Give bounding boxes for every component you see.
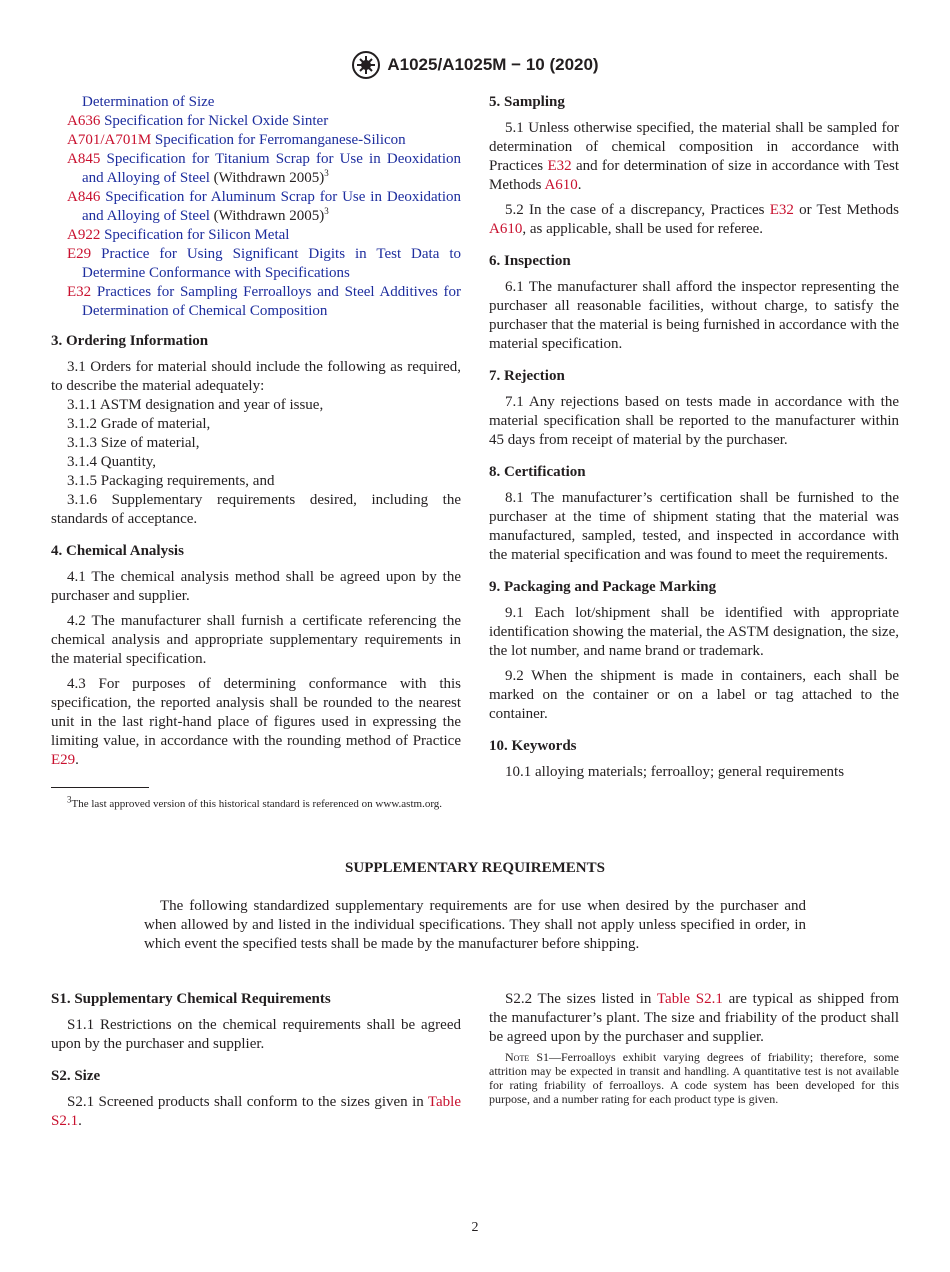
reference-item — [51, 112, 461, 131]
e32-link[interactable]: E32 — [547, 158, 572, 174]
s21-a: S2.1 Screened products shall conform to the sizes given in — [67, 1094, 424, 1110]
reference-withdrawn-note: (Withdrawn 2005) — [213, 170, 325, 186]
reference-withdrawn-note: (Withdrawn 2005) — [213, 208, 325, 224]
footnote-text: The last approved version of this historical standard is referenced on www.astm.org. — [71, 798, 443, 810]
s2-title: S2. Size — [51, 1068, 101, 1084]
section-5-1 — [489, 119, 899, 195]
s1-1: S1.1 Restrictions on the chemical requirements shall be agreed upon by the purchaser and supplier. — [51, 1017, 461, 1052]
page-number: 2 — [471, 1220, 479, 1235]
section-9-1: 9.1 Each lot/shipment shall be identified with appropriate identification showing the material, the ASTM designation, the size, the lot number, and name brand or trademark. — [489, 605, 899, 659]
reference-item — [51, 245, 461, 283]
supplementary-title: SUPPLEMENTARY REQUIREMENTS — [345, 860, 605, 876]
reference-title[interactable]: Specification for Nickel Oxide Sinter — [104, 113, 329, 129]
reference-title[interactable]: Specification for Ferromanganese-Silicon — [154, 132, 406, 148]
section-6-title: 6. Inspection — [489, 253, 571, 269]
reference-code-link[interactable]: A845 — [67, 151, 101, 167]
reference-item — [51, 226, 461, 245]
reference-title[interactable]: Practices for Sampling Ferroalloys and Steel Additives for Determination of Chemical Composition — [82, 284, 461, 319]
reference-item — [51, 131, 461, 150]
section-4-3-end: . — [75, 752, 79, 768]
reference-title[interactable]: Specification for Titanium Scrap for Use in Deoxidation and Alloying of Steel — [82, 151, 462, 186]
section-6-1: 6.1 The manufacturer shall afford the inspector representing the purchaser all reasonable facilities, without charge, to satisfy the purchaser that the material is being furnished in accordance with the material specification. — [489, 279, 899, 352]
footnote-ref-marker: 3 — [324, 168, 329, 178]
left-column — [51, 93, 461, 811]
reference-code-link[interactable]: E32 — [67, 284, 92, 300]
section-7-1: 7.1 Any rejections based on tests made in accordance with the material specification shall be reported to the manufacturer within 45 days from receipt of material by the purchaser. — [489, 394, 899, 448]
section-9-2: 9.2 When the shipment is made in containers, each shall be marked on the container or on a label or tag attached to the container. — [489, 668, 899, 722]
page-header — [0, 50, 950, 80]
supplementary-intro: The following standardized supplementary requirements are for use when desired by the purchaser and when allowed by and listed in the individual specifications. They shall not apply unless specified in order, in which event the specified tests shall be made by the manufacturer before shipping. — [144, 898, 806, 952]
reference-code-link[interactable]: E29 — [67, 246, 92, 262]
section-10-title: 10. Keywords — [489, 738, 577, 754]
s21-b: . — [78, 1113, 82, 1129]
reference-item — [51, 188, 461, 226]
reference-title[interactable]: Practice for Using Significant Digits in Test Data to Determine Conformance with Specifications — [82, 246, 461, 281]
ordering-list-item: 3.1.3 Size of material, — [67, 435, 200, 451]
section-4-2: 4.2 The manufacturer shall furnish a certificate referencing the chemical analysis and appropriate supplementary requirements in the material specification. — [51, 613, 461, 667]
table-s2-1-link[interactable]: Table S2.1 — [51, 1094, 461, 1129]
section-4-3-text: 4.3 For purposes of determining conformance with this specification, the reported analysis shall be rounded to the nearest unit in the last right-hand place of figures used in expressing the limiting value, in accordance with the rounding method of Practice — [51, 676, 461, 749]
ordering-list-item: 3.1.4 Quantity, — [67, 454, 157, 470]
s52-b: or Test Methods — [799, 202, 899, 218]
reference-item — [51, 150, 461, 188]
section-3-title: 3. Ordering Information — [51, 333, 209, 349]
referenced-documents — [51, 93, 461, 321]
s51-b: and for determination of size in accordance with Test Methods — [489, 158, 899, 193]
note-label: Note S1 — [505, 1050, 549, 1064]
section-4-title: 4. Chemical Analysis — [51, 543, 184, 559]
s2-2 — [489, 990, 899, 1047]
a610-link-2[interactable]: A610 — [489, 221, 523, 237]
supp-right-column — [489, 990, 899, 1106]
section-5-title: 5. Sampling — [489, 94, 565, 110]
reference-code-link[interactable]: A636 — [67, 113, 101, 129]
footnote-ref-marker: 3 — [324, 206, 329, 216]
supp-left-column — [51, 990, 461, 1131]
e29-link[interactable]: E29 — [51, 752, 76, 768]
section-5-2 — [489, 201, 899, 239]
ordering-list-item: 3.1.2 Grade of material, — [67, 416, 211, 432]
footnote — [51, 794, 461, 811]
astm-logo-icon — [351, 50, 381, 80]
reference-item — [51, 283, 461, 321]
section-7-title: 7. Rejection — [489, 368, 565, 384]
section-8-1: 8.1 The manufacturer’s certification shall be furnished to the purchaser at the time of shipment stating that the material was manufactured, sampled, tested, and inspected in accordance with the material specification and was found to meet the requirements. — [489, 490, 899, 563]
s52-c: , as applicable, shall be used for referee. — [522, 221, 764, 237]
s22-b: are typical as shipped from the manufacturer’s plant. The size and friability of the product shall be agreed upon by the purchaser and supplier. — [489, 991, 900, 1045]
section-4-1: 4.1 The chemical analysis method shall be agreed upon by the purchaser and supplier. — [51, 569, 461, 604]
standard-designation: A1025/A1025M − 10 (2020) — [387, 55, 599, 74]
reference-title[interactable]: Specification for Silicon Metal — [104, 227, 290, 243]
right-column — [489, 93, 899, 782]
s2-1 — [51, 1093, 461, 1131]
section-8-title: 8. Certification — [489, 464, 586, 480]
section-9-title: 9. Packaging and Package Marking — [489, 579, 717, 595]
reference-title[interactable]: Determination of Size — [82, 94, 215, 110]
reference-code-link[interactable]: A846 — [67, 189, 101, 205]
s1-title: S1. Supplementary Chemical Requirements — [51, 991, 331, 1007]
note-s1 — [489, 1050, 899, 1106]
reference-code-link[interactable]: A922 — [67, 227, 101, 243]
section-3-1: 3.1 Orders for material should include the following as required, to describe the material adequately: — [51, 359, 461, 394]
s51-c: . — [577, 177, 582, 193]
reference-item — [51, 93, 461, 112]
s51-a: 5.1 Unless otherwise specified, the material shall be sampled for determination of chemical composition in accordance with Practices — [489, 120, 899, 174]
reference-code-link[interactable]: A701/A701M — [67, 132, 152, 148]
note-text: —Ferroalloys exhibit varying degrees of friability; therefore, some attrition may be expected in transit and handling. A quantitative test is not available for rating friability of ferroalloys. A code system has been developed for this purpose, and a number rating for each product type is given. — [489, 1050, 899, 1106]
ordering-list-item: 3.1.6 Supplementary requirements desired, including the standards of acceptance. — [51, 492, 461, 527]
s52-a: 5.2 In the case of a discrepancy, Practices — [505, 202, 765, 218]
s22-a: S2.2 The sizes listed in — [505, 991, 652, 1007]
footnote-marker: 3 — [67, 794, 72, 805]
ordering-list — [51, 396, 461, 529]
section-10-1: 10.1 alloying materials; ferroalloy; general requirements — [505, 764, 845, 780]
e32-link-2[interactable]: E32 — [769, 202, 794, 218]
section-4-3 — [51, 675, 461, 770]
ordering-list-item: 3.1.1 ASTM designation and year of issue, — [67, 397, 324, 413]
table-s2-1-link-2[interactable]: Table S2.1 — [656, 991, 723, 1007]
ordering-list-item: 3.1.5 Packaging requirements, and — [67, 473, 275, 489]
reference-title[interactable]: Specification for Aluminum Scrap for Use in Deoxidation and Alloying of Steel — [82, 189, 462, 224]
a610-link[interactable]: A610 — [544, 177, 578, 193]
